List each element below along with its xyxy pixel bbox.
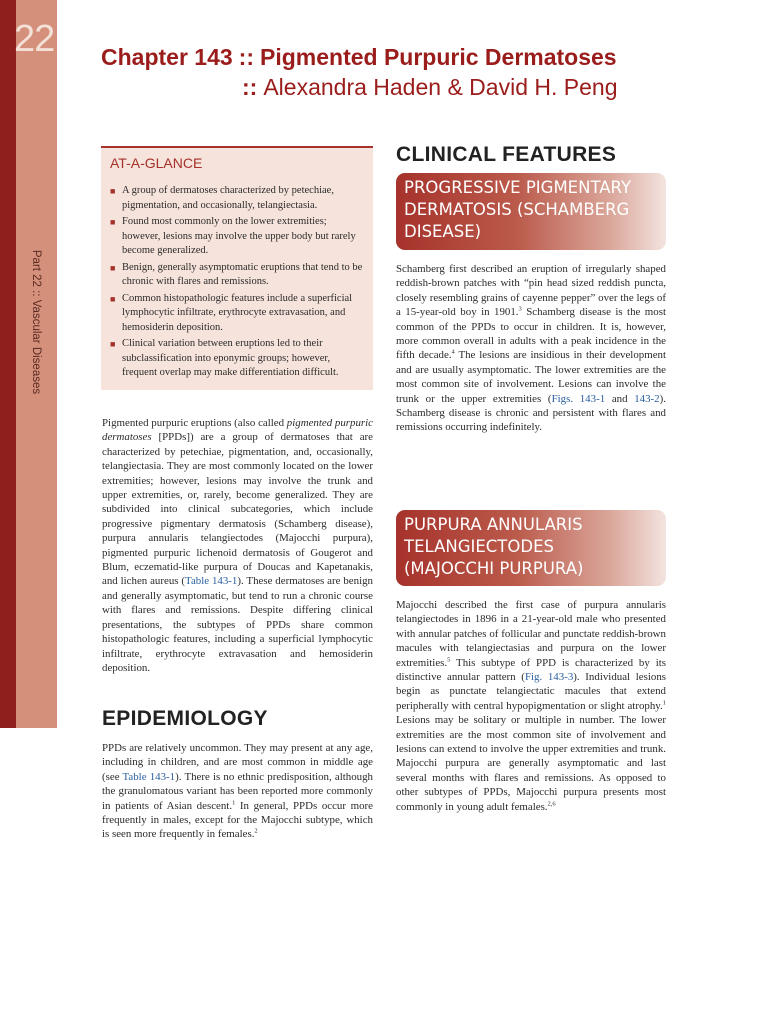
at-a-glance-title: AT-A-GLANCE [110, 155, 203, 171]
authors-separator: :: [242, 74, 258, 100]
at-a-glance-item: ■ A group of dermatoses characterized by petechiae, pigmentation, and occasionally, telangiectasia. [110, 185, 334, 211]
sidebar-accent-strip [0, 0, 16, 728]
page-section-number: 22 [14, 18, 55, 60]
bullet-icon: ■ [110, 339, 116, 349]
bullet-icon: ■ [110, 186, 116, 196]
chapter-name: Pigmented Purpuric Dermatoses [260, 44, 617, 70]
table-143-1-link[interactable]: Table 143-1 [122, 770, 176, 783]
majocchi-paragraph: Majocchi described the first case of purpura annularis telangiectodes in 1896 in a 21-year-old male who presented with annular patches of follicular and punctate reddish-brown macules with telangiectasias and purpura on the lower extremities.$^5$ This subtype of PPD is characterized by its distinctive annular pattern (Fig. 143-3). Individual lesions begin as punctate telangiectatic macules that extend peripherally with central hypopigmentation or slight atrophy.$^1$ Lesions may be solitary or multiple in number. The lower extremities are the most common site of involvement and lesions can extend to involve the upper extremities and trunk. Majocchi purpura are generally asymptomatic and last several months with flares and remissions. As opposed to other subtypes of PPDs, Majocchi purpura presents most commonly in young adult females.$^{2,6}$ [396, 599, 667, 813]
citation: 3 [518, 305, 522, 313]
chapter-title [101, 42, 617, 72]
citation: 2 [254, 827, 258, 835]
authors-names: Alexandra Haden & David H. Peng [263, 74, 618, 100]
schamberg-paragraph: Schamberg first described an eruption of irregularly shaped reddish-brown patches with “pin head sized reddish puncta, closely resembling grains of cayenne pepper” over the legs of a 15-year-old boy in 1901.$^3$ Schamberg disease is the most common of the PPDs to occur in children. It is, however, more common overall in adults with a peak incidence in the fifth decade.$^4$ The lesions are insidious in their development and are usually asymptomatic. The lower extremities are the most common site of involvement. Lesions can involve the trunk or the upper extremities (Figs. 143-1 and 143-2). Schamberg disease is chronic and persistent with flares and remissions occurring indefinitely. [396, 263, 666, 434]
schamberg-section-banner [396, 173, 666, 250]
at-a-glance-box [101, 146, 373, 390]
table-143-1-link[interactable]: Table 143-1 [185, 575, 238, 588]
at-a-glance-list [109, 184, 366, 383]
figure-143-2-link[interactable]: 143-2 [634, 392, 660, 405]
at-a-glance-item: ■ Common histopathologic features include a superficial lymphocytic infiltrate, erythrocyte extravasation, and hemosiderin deposition. [110, 292, 353, 333]
clinical-features-heading: CLINICAL FEATURES [396, 143, 617, 166]
intro-paragraph: Pigmented purpuric eruptions (also called pigmented purpuric dermatoses [PPDs]) are a group of dermatoses that are characterized by petechiae, pigmentation, and, occasionally, telangiectasia. They are most commonly located on the lower extremities; however, lesions may involve the trunk and upper extremities, or, rarely, become generalized. They are subdivided into clinical subcategories, which include progressive pigmentary dermatosis (Schamberg disease), purpura annularis telangiectodes (Majocchi purpura), pigmented purpuric lichenoid dermatosis of Gougerot and Blum, eczematid-like purpura of Doucas and Kapetanakis, and lichen aureus (Table 143-1). These dermatoses are benign and generally asymptomatic, but tend to run a chronic course with flares and remissions. Despite differing clinical presentations, the subtypes of PPDs share common histopathologic features, including a superficial lymphocytic infiltrate, erythrocyte extravasation and hemosiderin deposition. [102, 417, 374, 674]
at-a-glance-item: ■ Clinical variation between eruptions led to their subclassification into eponymic groups; however, frequent overlap may make differentiation difficult. [110, 338, 339, 378]
chapter-sidebar [0, 0, 57, 728]
bullet-icon: ■ [110, 217, 116, 227]
figure-143-3-link[interactable]: Fig. 143-3 [524, 671, 574, 684]
epidemiology-heading: EPIDEMIOLOGY [102, 707, 268, 730]
title-separator: :: [238, 44, 254, 70]
epidemiology-paragraph: PPDs are relatively uncommon. They may present at any age, including in children, and are most common in middle age (see Table 143-1). There is no ethnic predisposition, although the granulomatous variant has been reported more commonly in patients of Asian descent.$^1$ In general, PPDs occur more frequently in males, except for the Majocchi subtype, which is seen more frequently in females.$^2$ [102, 742, 373, 841]
schamberg-banner-text: PROGRESSIVE PIGMENTARY DERMATOSIS (SCHAMBERG DISEASE) [404, 178, 632, 241]
citation: 1 [662, 699, 666, 707]
figure-143-1-link[interactable]: Figs. 143-1 [551, 392, 606, 405]
majocchi-section-banner [396, 510, 666, 586]
citation: 2,6 [547, 800, 556, 808]
bullet-icon: ■ [110, 262, 116, 273]
part-label: Part 22 :: Vascular Diseases [30, 249, 42, 395]
chapter-authors [242, 72, 617, 102]
citation: 5 [447, 656, 451, 663]
citation: 4 [451, 348, 455, 356]
majocchi-banner-text: PURPURA ANNULARIS TELANGIECTODES (MAJOCCHI PURPURA) [404, 515, 584, 578]
citation: 1 [232, 799, 236, 806]
at-a-glance-item: ■ Benign, generally asymptomatic eruptions that tend to be chronic with flares and remissions. [110, 261, 363, 287]
chapter-number: Chapter 143 [101, 44, 233, 70]
bullet-icon: ■ [110, 293, 116, 304]
at-a-glance-item: ■ Found most commonly on the lower extremities; however, lesions may involve the upper body but rarely become generalized. [110, 216, 356, 256]
